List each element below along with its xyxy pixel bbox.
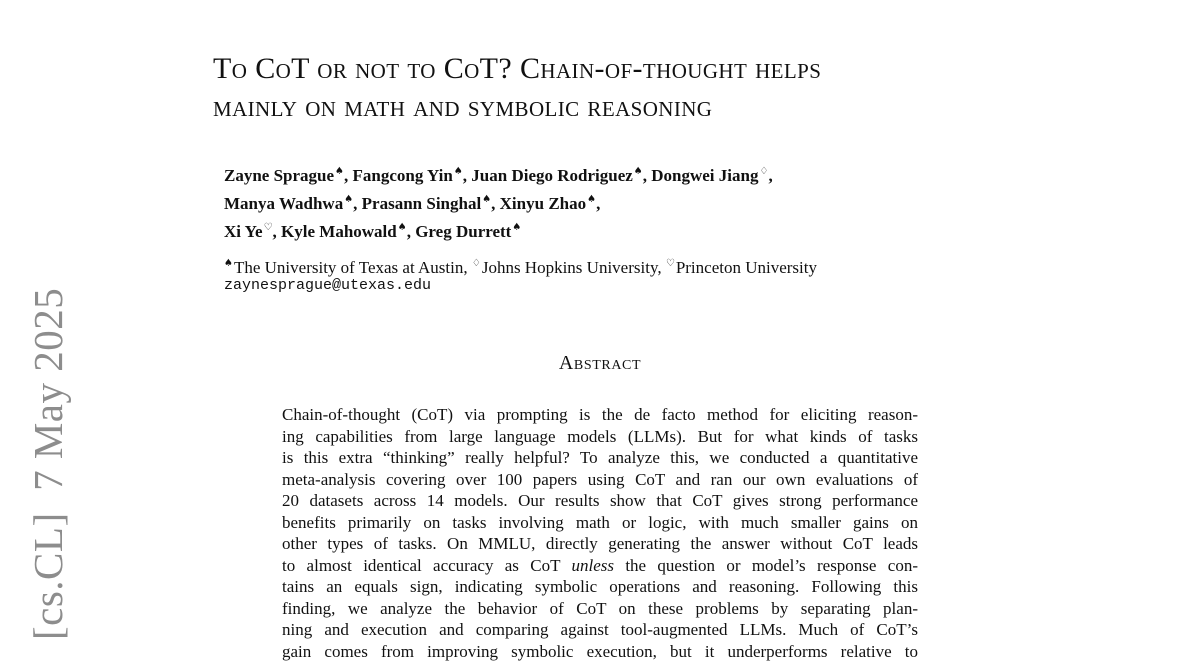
- author-name: Manya Wadhwa: [224, 194, 343, 213]
- abstract-italic-word: unless: [572, 556, 615, 575]
- author-name: Greg Durrett: [415, 222, 511, 241]
- abstract-line: other types of tasks. On MMLU, directly generating the answer without CoT leads: [282, 533, 918, 555]
- heart-mark-icon: ♡: [264, 222, 273, 233]
- author-separator: ,: [643, 166, 652, 185]
- author-separator: ,: [768, 166, 772, 185]
- author-name: Xi Ye: [224, 222, 263, 241]
- abstract-line: finding, we analyze the behavior of CoT on these problems by separating plan-: [282, 598, 918, 620]
- author-name: Kyle Mahowald: [281, 222, 397, 241]
- diamond-mark-icon: ♢: [759, 166, 768, 177]
- abstract-line: Chain-of-thought (CoT) via prompting is the de facto method for eliciting reason-: [282, 404, 918, 426]
- spade-mark-icon: ♠: [344, 194, 353, 205]
- spade-mark-icon: ♠: [634, 166, 643, 177]
- author-line-3: [224, 216, 1004, 244]
- affiliation-name: Johns Hopkins University: [482, 258, 658, 277]
- author-name: Xinyu Zhao: [500, 194, 586, 213]
- author-separator: ,: [463, 166, 472, 185]
- author-separator: ,: [273, 222, 282, 241]
- paper-title: [213, 50, 1033, 126]
- author-name: Juan Diego Rodriguez: [471, 166, 633, 185]
- abstract-line: 20 datasets across 14 models. Our results show that CoT gives strong performance: [282, 490, 918, 512]
- affiliation-separator: ,: [463, 258, 472, 277]
- author-separator: ,: [344, 166, 353, 185]
- author-name: Prasann Singhal: [362, 194, 482, 213]
- author-line-1: [224, 160, 1004, 188]
- author-name: Zayne Sprague: [224, 166, 334, 185]
- author-separator: ,: [596, 194, 600, 213]
- author-separator: ,: [353, 194, 362, 213]
- abstract-line: ning and execution and comparing against tool-augmented LLMs. Much of CoT’s: [282, 619, 918, 641]
- heart-mark-icon: ♡: [666, 258, 675, 269]
- abstract-body: [282, 404, 918, 662]
- spade-mark-icon: ♠: [335, 166, 344, 177]
- arxiv-side-stamp: [cs.CL] 7 May 2025: [28, 288, 69, 640]
- abstract-line: is this extra “thinking” really helpful? To analyze this, we conducted a quantitative: [282, 447, 918, 469]
- paper-title-line-2: mainly on math and symbolic reasoning: [213, 88, 1033, 126]
- spade-mark-icon: ♠: [482, 194, 491, 205]
- affiliation-name: Princeton University: [676, 258, 817, 277]
- abstract-line-with-italic: to almost identical accuracy as CoT unless the question or model’s response con-: [282, 555, 918, 577]
- affiliation-separator: ,: [657, 258, 666, 277]
- author-line-2: [224, 188, 1004, 216]
- abstract-line: tains an equals sign, indicating symbolic operations and reasoning. Following this: [282, 576, 918, 598]
- author-name: Dongwei Jiang: [651, 166, 758, 185]
- abstract-line: ing capabilities from large language models (LLMs). But for what kinds of tasks: [282, 426, 918, 448]
- diamond-mark-icon: ♢: [472, 258, 481, 269]
- author-name: Fangcong Yin: [353, 166, 453, 185]
- author-separator: ,: [491, 194, 500, 213]
- spade-mark-icon: ♠: [224, 258, 233, 269]
- abstract-line: benefits primarily on tasks involving math or logic, with much smaller gains on: [282, 512, 918, 534]
- spade-mark-icon: ♠: [398, 222, 407, 233]
- spade-mark-icon: ♠: [512, 222, 521, 233]
- spade-mark-icon: ♠: [587, 194, 596, 205]
- contact-email[interactable]: zaynesprague@utexas.edu: [224, 276, 431, 296]
- spade-mark-icon: ♠: [454, 166, 463, 177]
- abstract-line: gain comes from improving symbolic execution, but it underperforms relative to: [282, 641, 918, 662]
- abstract-line: meta-analysis covering over 100 papers using CoT and ran our own evaluations of: [282, 469, 918, 491]
- author-list: [224, 160, 1004, 244]
- affiliation-name: The University of Texas at Austin: [234, 258, 463, 277]
- paper-title-line-1: To CoT or not to CoT? Chain-of-thought helps: [213, 50, 1033, 88]
- abstract-heading: Abstract: [0, 352, 1200, 375]
- author-separator: ,: [407, 222, 416, 241]
